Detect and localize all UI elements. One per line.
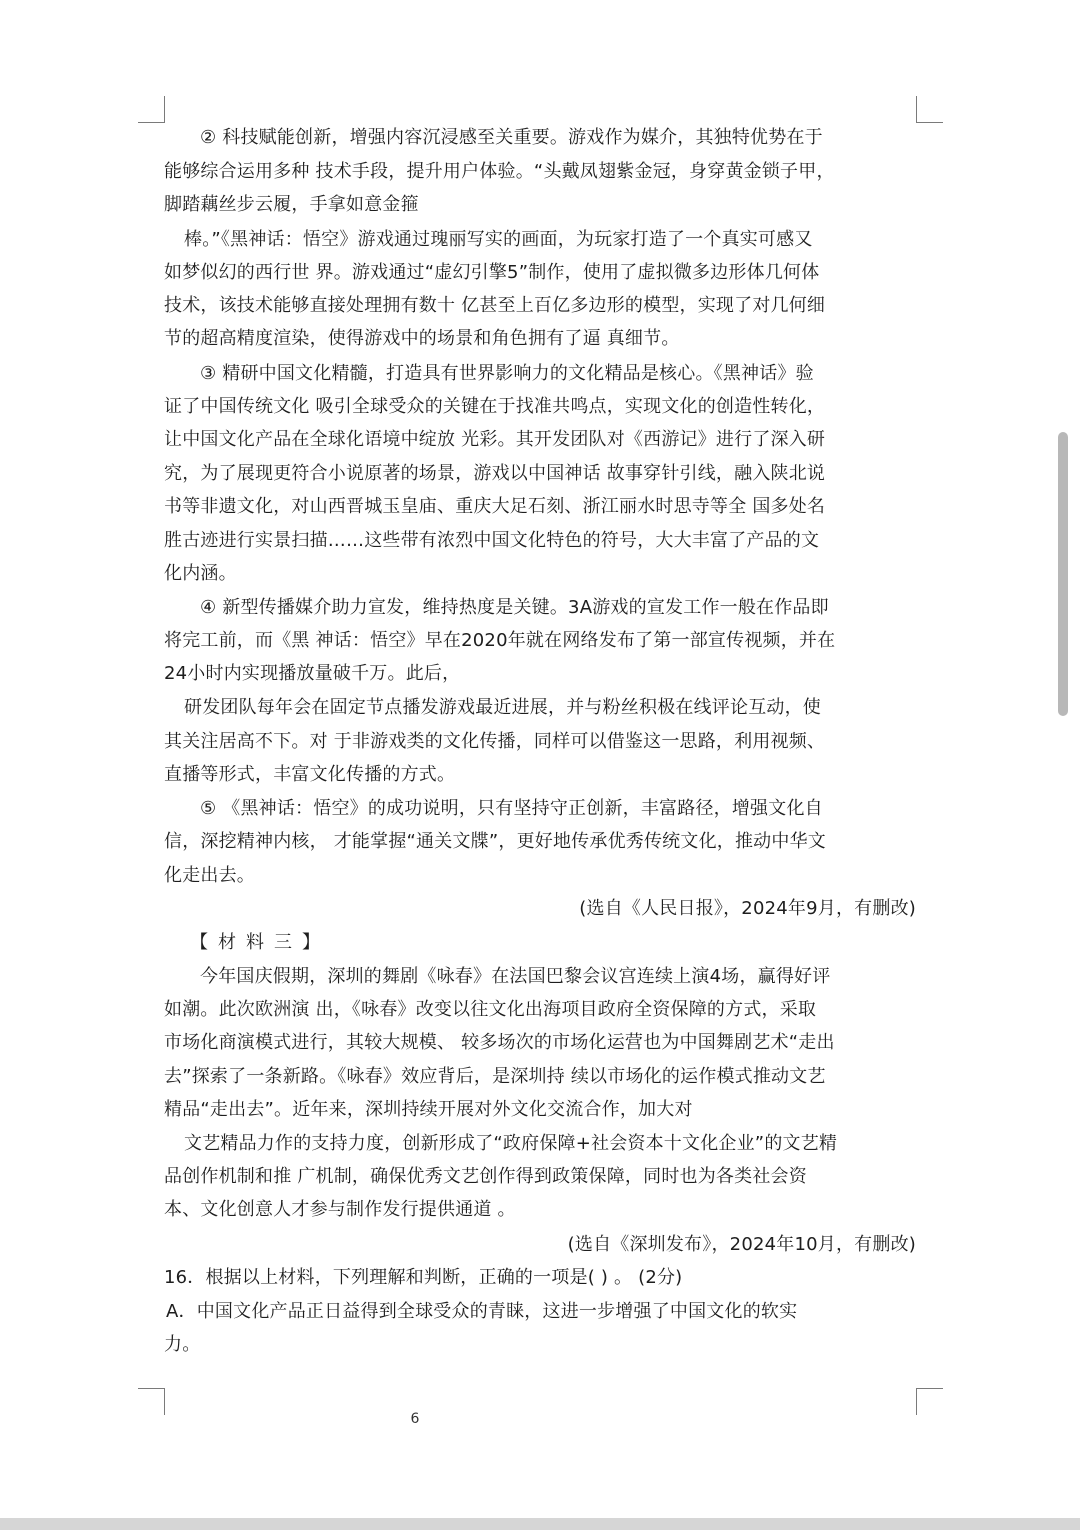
source-citation: (选自《深圳发布》，2024年10月，有删改)	[567, 1234, 916, 1255]
text-line: 胜古迹进行实景扫描……这些带有浓烈中国文化特色的符号，大大丰富了产品的文	[164, 530, 820, 551]
crop-mark-top-right	[916, 96, 943, 123]
text-line: 技术，该技术能够直接处理拥有数十 亿甚至上百亿多边形的模型，实现了对几何细	[164, 295, 826, 316]
text-line: ③ 精研中国文化精髓，打造具有世界影响力的文化精品是核心。《黑神话》验	[200, 363, 814, 384]
text-line: 节的超高精度渲染，使得游戏中的场景和角色拥有了逼 真细节。	[164, 328, 680, 349]
text-line: 研发团队每年会在固定节点播发游戏最近进展，并与粉丝积极在线评论互动，使	[184, 697, 821, 718]
text-line: 如梦似幻的西行世 界。游戏通过“虚幻引擎5”制作，使用了虚拟微多边形体几何体	[164, 262, 820, 283]
text-line: 化走出去。	[164, 865, 255, 886]
text-line: ⑤ 《黑神话：悟空》的成功说明，只有坚持守正创新，丰富路径，增强文化自	[200, 798, 823, 819]
text-line: 今年国庆假期，深圳的舞剧《咏春》在法国巴黎会议宫连续上演4场，赢得好评	[200, 966, 831, 987]
text-line: 棒。”《黑神话：悟空》游戏通过瑰丽写实的画面，为玩家打造了一个真实可感又	[184, 229, 813, 250]
option-a-continued: 力。	[164, 1334, 201, 1355]
text-line: 品创作机制和推 广机制，确保优秀文艺创作得到政策保障，同时也为各类社会资	[164, 1166, 807, 1187]
text-line: 文艺精品力作的支持力度，创新形成了“政府保障+社会资本十文化企业”的文艺精	[184, 1133, 838, 1154]
text-line: 如潮。此次欧洲演 出，《咏春》改变以往文化出海项目政府全资保障的方式，采取	[164, 999, 817, 1020]
text-line: 市场化商演模式进行，其较大规模、 较多场次的市场化运营也为中国舞剧艺术“走出	[164, 1032, 835, 1053]
crop-mark-bottom-right	[916, 1388, 943, 1415]
crop-mark-top-left	[138, 96, 165, 123]
text-line: 去”探索了一条新路。《咏春》效应背后，是深圳持 续以市场化的运作模式推动文艺	[164, 1066, 826, 1087]
crop-mark-bottom-left	[138, 1388, 165, 1415]
text-line: 书等非遗文化，对山西晋城玉皇庙、重庆大足石刻、浙江丽水时思寺等全 国多处名	[164, 496, 826, 517]
text-line: 直播等形式，丰富文化传播的方式。	[164, 764, 456, 785]
option-a: A．中国文化产品正日益得到全球受众的青睐，这进一步增强了中国文化的软实	[166, 1301, 798, 1322]
question-stem: 16．根据以上材料，下列理解和判断，正确的一项是( ) 。 (2分)	[164, 1267, 683, 1288]
text-line: 其关注居高不下。对 于非游戏类的文化传播，同样可以借鉴这一思路，利用视频、	[164, 731, 826, 752]
section-heading: 【材料三】	[190, 932, 330, 953]
text-line: 脚踏藕丝步云履，手拿如意金箍	[164, 194, 419, 215]
text-line: 究，为了展现更符合小说原著的场景，游戏以中国神话 故事穿针引线，融入陕北说	[164, 463, 826, 484]
text-line: 本、文化创意人才参与制作发行提供通道 。	[164, 1199, 516, 1220]
text-line: 能够综合运用多种 技术手段，提升用户体验。“头戴凤翅紫金冠，身穿黄金锁子甲，	[164, 161, 835, 182]
bottom-scroll-track	[0, 1518, 1080, 1530]
text-line: ④ 新型传播媒介助力宣发，维持热度是关键。3A游戏的宣发工作一般在作品即	[200, 597, 829, 618]
text-line: 24小时内实现播放量破千万。此后，	[164, 663, 461, 684]
source-citation: (选自《人民日报》，2024年9月，有删改)	[579, 898, 916, 919]
page-number: 6	[410, 1411, 420, 1427]
text-line: 化内涵。	[164, 563, 237, 584]
text-line: 证了中国传统文化 吸引全球受众的关键在于找准共鸣点，实现文化的创造性转化，	[164, 396, 826, 417]
text-line: 让中国文化产品在全球化语境中绽放 光彩。其开发团队对《西游记》进行了深入研	[164, 429, 826, 450]
text-line: 将完工前，而《黑 神话：悟空》早在2020年就在网络发布了第一部宣传视频，并在	[164, 630, 836, 651]
text-line: 信，深挖精神内核， 才能掌握“通关文牒”，更好地传承优秀传统文化，推动中华文	[164, 831, 826, 852]
text-line: ② 科技赋能创新，增强内容沉浸感至关重要。游戏作为媒介，其独特优势在于	[200, 127, 823, 148]
text-line: 精品“走出去”。近年来，深圳持续开展对外文化交流合作，加大对	[164, 1099, 693, 1120]
scrollbar-thumb[interactable]	[1058, 432, 1068, 716]
